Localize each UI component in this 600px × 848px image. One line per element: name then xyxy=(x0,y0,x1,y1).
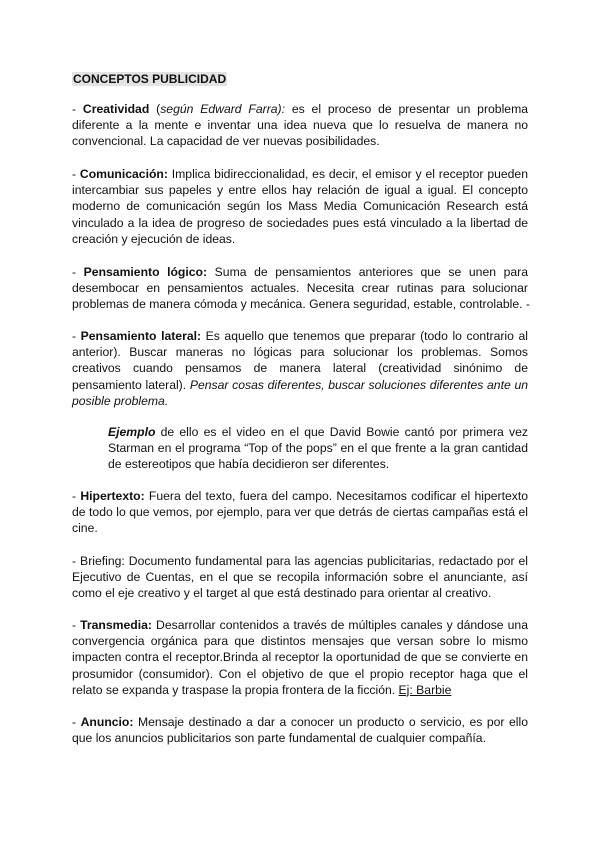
text-line xyxy=(72,264,528,280)
text-line xyxy=(72,569,528,585)
text-run: de ello es el video en el que David Bowie cantó por primera vez xyxy=(155,425,528,439)
text-line xyxy=(108,424,528,440)
text-line xyxy=(72,393,528,409)
text-run: Ejecutivo de Cuentas, en el que se recopila información sobre el anunciante, así xyxy=(72,570,528,585)
text-run: de estereotipos que había decidieron ser diferentes. xyxy=(108,457,390,472)
text-line xyxy=(72,488,528,504)
section-creatividad xyxy=(72,101,528,150)
text-run: como el eje creativo y el target al que está destinado para orientar al creativo. xyxy=(72,586,492,601)
text-run: Pensamiento lógico: xyxy=(83,265,208,279)
text-line xyxy=(72,182,528,198)
text-run: - Briefing: Documento fundamental para las agencias publicitarias, redactado por el xyxy=(72,554,528,568)
text-line xyxy=(72,280,528,296)
text-run: Suma de pensamientos anteriores que se unen para xyxy=(207,265,528,279)
text-line xyxy=(72,231,528,247)
text-run: Ejemplo xyxy=(108,425,156,439)
text-run: moderno de comunicación según los Mass Media Comunicación Research está xyxy=(72,199,528,214)
text-run: Creatividad xyxy=(82,102,150,116)
section-comunicacion xyxy=(72,166,528,247)
text-line xyxy=(72,328,528,344)
text-run: Ej: Barbie xyxy=(398,682,452,697)
text-line xyxy=(72,133,528,149)
section-anuncio xyxy=(72,714,528,746)
text-run: Pensamiento lateral: xyxy=(80,329,202,343)
text-line xyxy=(72,360,528,376)
text-line xyxy=(72,166,528,182)
text-run: Starman en el programa “Top of the pops” en el que frente a la gran cantidad xyxy=(108,441,528,456)
text-run: pensamiento lateral). xyxy=(72,377,190,392)
text-run: - xyxy=(72,329,81,343)
text-line xyxy=(72,215,528,231)
text-run: Mensaje destinado a dar a conocer un producto o servicio, es por ello xyxy=(133,715,529,729)
text-run: anterior). Buscar maneras no lógicas para solucionar los problemas. Somos xyxy=(72,345,528,360)
text-run: - xyxy=(72,167,80,181)
text-run: Es aquello que tenemos que preparar (todo lo contrario al xyxy=(201,329,528,343)
text-run: convergencia orgánica para que distintos mensajes que versan sobre lo mismo xyxy=(72,634,528,649)
text-run: desembocar en pensamientos actuales. Necesita crear rutinas para solucionar xyxy=(72,281,528,296)
text-line xyxy=(72,101,528,117)
text-run: que los anuncios publicitarios son parte fundamental de cualquier compañía. xyxy=(72,731,486,746)
text-run: - xyxy=(72,715,81,729)
text-line xyxy=(72,633,528,649)
text-run: diferente a la mente e inventar una idea nueva que lo resuelva de manera no xyxy=(72,118,528,133)
text-run: es el proceso de presentar un problema xyxy=(284,102,528,116)
text-run: convencional. La capacidad de ver nuevas posibilidades. xyxy=(72,134,380,149)
section-ejemplo xyxy=(108,424,528,473)
text-run: Comunicación: xyxy=(79,167,168,181)
text-run: Hipertexto: xyxy=(80,489,145,503)
section-pensamiento-logico xyxy=(72,264,528,313)
text-line xyxy=(72,714,528,730)
text-run: Desarrollar contenidos a través de múltiples canales y dándose una xyxy=(151,618,528,632)
text-line xyxy=(72,585,528,601)
text-line xyxy=(72,504,528,520)
text-line xyxy=(108,440,528,456)
section-transmedia xyxy=(72,617,528,698)
text-run: impacten contra el receptor.Brinda al receptor la oportunidad de que se convierte en xyxy=(72,650,528,665)
text-line xyxy=(72,649,528,665)
text-run: cine. xyxy=(72,521,98,536)
text-line xyxy=(72,296,528,312)
text-run: Fuera del texto, fuera del campo. Necesitamos codificar el hipertexto xyxy=(144,489,528,503)
text-run: vinculado a la idea de progreso de sociedades pues está vinculado a la libertad de xyxy=(72,215,528,230)
text-run: posible problema. xyxy=(72,393,169,408)
text-run: - xyxy=(72,618,81,632)
text-run: - xyxy=(72,102,83,116)
text-run: de todo lo que vemos, por ejemplo, para ver que detrás de ciertas campañas está el xyxy=(72,505,528,520)
text-run: Transmedia: xyxy=(80,618,152,632)
text-run: prosumidor (consumidor). Con el objetivo de que el propio receptor haga que el xyxy=(72,666,528,681)
text-run: Anuncio: xyxy=(80,715,134,729)
section-pensamiento-lateral xyxy=(72,328,528,409)
text-run: Pensar cosas diferentes, buscar soluciones diferentes ante un xyxy=(189,377,528,392)
text-run: creación y ejecución de ideas. xyxy=(72,231,236,246)
text-line xyxy=(108,456,528,472)
text-run: - xyxy=(72,489,81,503)
text-line xyxy=(72,682,528,698)
section-hipertexto xyxy=(72,488,528,537)
text-line xyxy=(72,666,528,682)
text-line xyxy=(72,553,528,569)
text-line xyxy=(72,198,528,214)
document-title: CONCEPTOS PUBLICIDAD xyxy=(73,72,227,86)
text-line xyxy=(72,520,528,536)
text-line xyxy=(72,730,528,746)
text-line xyxy=(72,344,528,360)
text-line xyxy=(72,377,528,393)
text-run: ( xyxy=(149,102,161,116)
text-run: problemas de manera cómoda y mecánica. Genera seguridad, estable, controlable. - xyxy=(72,297,530,312)
text-line xyxy=(72,617,528,633)
text-run: - xyxy=(72,265,84,279)
text-run: según Edward Farra): xyxy=(160,102,285,116)
text-run: Implica bidireccionalidad, es decir, el emisor y el receptor pueden xyxy=(167,167,528,181)
text-run: relato se expanda y traspase la propia frontera de la ficción. xyxy=(72,682,399,697)
text-line xyxy=(72,117,528,133)
text-run: intercambiar sus papeles y entre ellos hay relación de igual a igual. El concepto xyxy=(72,183,528,198)
section-briefing xyxy=(72,553,528,602)
text-run: creativos cuando pensamos de manera lateral (creatividad sinónimo de xyxy=(72,361,528,376)
